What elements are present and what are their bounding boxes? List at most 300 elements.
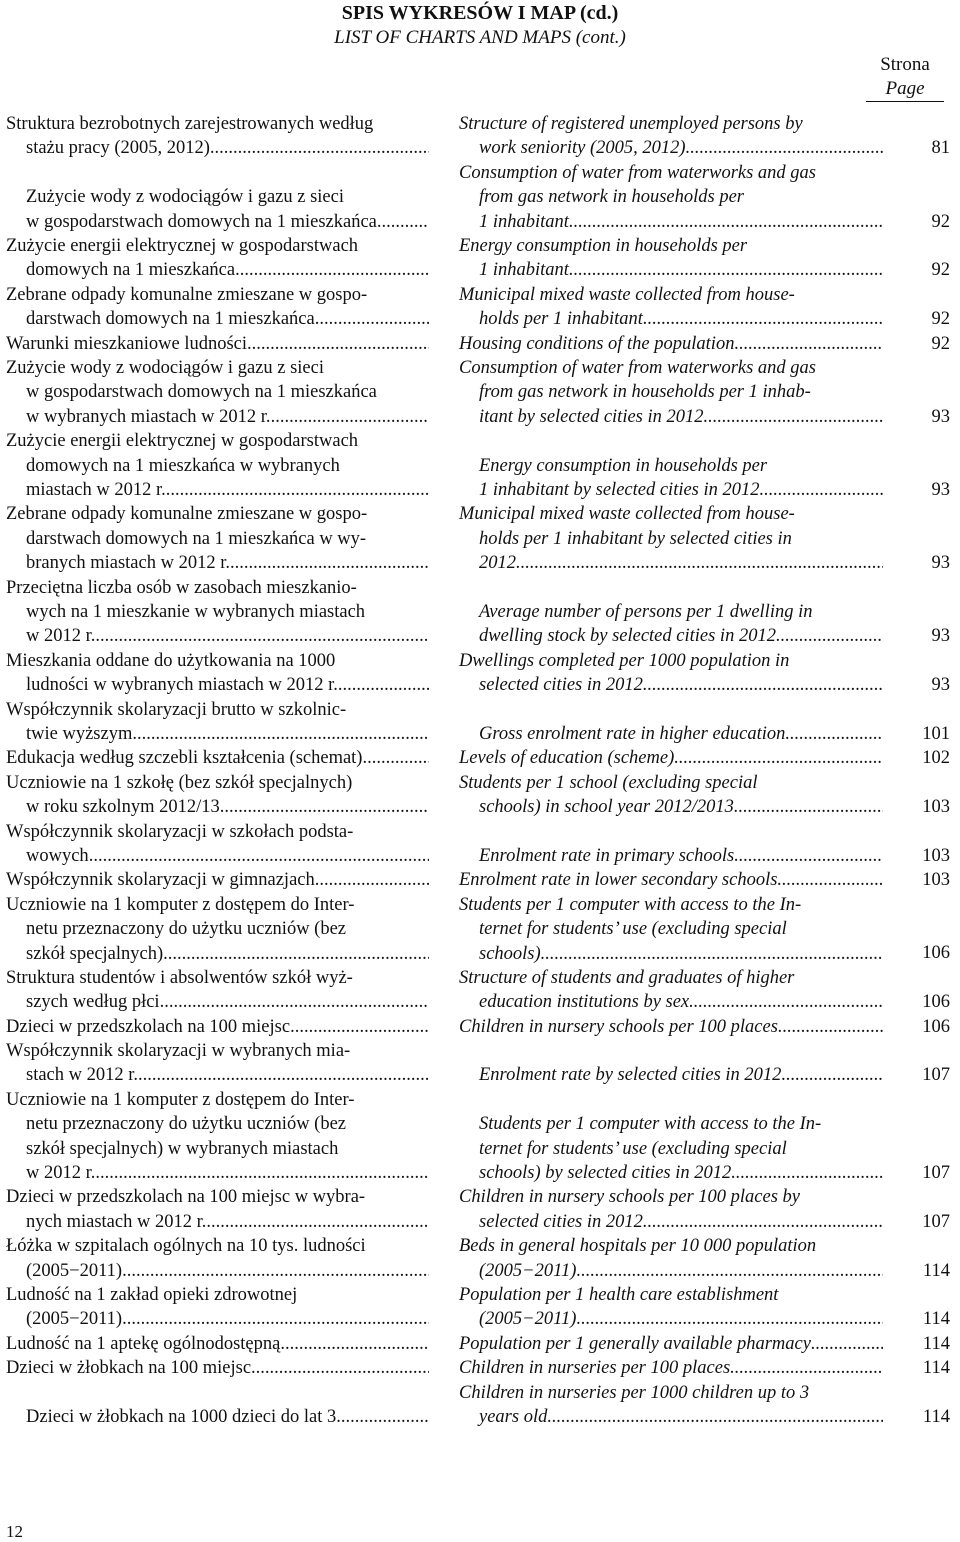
entry-text: domowych na 1 mieszkańca [26, 260, 236, 281]
entry-line-with-leader [459, 1259, 883, 1283]
entry-text: w 2012 r. [26, 626, 96, 647]
entry-line: ternet for students’ use (excluding special [479, 1138, 787, 1159]
dot-leader [569, 258, 883, 282]
entry-line: from gas network in households per 1 inhab- [479, 382, 811, 403]
toc-entry[interactable] [0, 698, 960, 747]
entry-line-with-leader [6, 990, 429, 1014]
entry-title-en [459, 1185, 883, 1234]
dot-leader [760, 478, 883, 502]
entry-line-with-leader [459, 1356, 883, 1380]
entry-line-with-leader [6, 746, 429, 770]
dot-leader [516, 551, 883, 575]
entry-title-en [459, 868, 883, 892]
entry-title-en [459, 1234, 883, 1283]
entry-text: itant by selected cities in 2012 [479, 406, 704, 427]
entry-line [459, 820, 883, 844]
entry-line-with-leader [459, 478, 883, 502]
entry-line: Energy consumption in households per [479, 455, 768, 476]
page-title-en: LIST OF CHARTS AND MAPS (cont.) [334, 27, 626, 48]
entry-title-pl [6, 1039, 429, 1088]
dot-leader [251, 1356, 429, 1380]
entry-line-with-leader [6, 722, 429, 746]
dot-leader [235, 258, 429, 282]
entry-line: Uczniowie na 1 komputer z dostępem do Inter- [6, 1089, 355, 1110]
entry-text: (2005−2011) [26, 1309, 123, 1330]
entry-page-number: 107 [922, 1211, 950, 1232]
entry-line: Zużycie energii elektrycznej w gospodarstwach [6, 431, 359, 452]
entry-line: darstwach domowych na 1 mieszkańca w wy- [26, 528, 367, 549]
dot-leader [811, 1332, 883, 1356]
entry-title-pl [6, 576, 429, 649]
entry-text: schools) by selected cities in 2012 [479, 1163, 732, 1184]
entry-title-pl [6, 1088, 429, 1186]
entry-page-number: 103 [922, 870, 950, 891]
entry-line: Energy consumption in households per [459, 235, 748, 256]
entry-text: 2012 [479, 553, 516, 574]
dot-leader [643, 307, 883, 331]
toc-entry[interactable] [0, 1283, 960, 1332]
entry-line-with-leader [6, 1063, 429, 1087]
page-column-header [866, 53, 944, 102]
dot-leader [166, 478, 429, 502]
entry-text: Enrolment rate in lower secondary schools [459, 870, 778, 891]
entry-text: Enrolment rate by selected cities in 2012 [479, 1065, 782, 1086]
page-number: 12 [6, 1522, 23, 1541]
page-column-label-pl: Strona [880, 54, 930, 75]
entry-text: 1 inhabitant [479, 211, 569, 232]
entry-line: Współczynnik skolaryzacji w szkołach podsta- [6, 821, 354, 842]
entry-text: stach w 2012 r. [26, 1065, 139, 1086]
entry-line [459, 576, 883, 600]
entry-line: Zużycie wody z wodociągów i gazu z sieci [6, 357, 324, 378]
entry-title-pl [6, 820, 429, 869]
entry-line: Students per 1 school (excluding special [459, 772, 758, 793]
entry-title-en [459, 283, 883, 332]
toc-entry[interactable] [0, 1015, 960, 1039]
entry-text: Edukacja według szczebli kształcenia (schemat) [6, 748, 363, 769]
entry-line: Współczynnik skolaryzacji w wybranych mia- [6, 1041, 351, 1062]
entry-line: Consumption of water from waterworks and gas [459, 162, 817, 183]
entry-page-number: 114 [922, 1260, 950, 1281]
dot-leader [704, 405, 883, 429]
entry-line-with-leader [459, 1307, 883, 1331]
entry-line-with-leader [459, 722, 883, 746]
dot-leader [122, 1307, 429, 1331]
dot-leader [776, 624, 883, 648]
dot-leader [89, 844, 429, 868]
dot-leader [686, 136, 883, 160]
entry-line-with-leader [6, 1356, 429, 1380]
entry-line-with-leader [6, 136, 429, 160]
entry-text: selected cities in 2012 [479, 1211, 643, 1232]
entry-title-en [459, 746, 883, 770]
toc-entry[interactable] [0, 576, 960, 649]
entry-line: Students per 1 computer with access to the In- [479, 1114, 822, 1135]
entry-line: domowych na 1 mieszkańca w wybranych [26, 455, 340, 476]
entry-title-pl [6, 283, 429, 332]
entry-text: schools) in school year 2012/2013 [479, 797, 734, 818]
entry-line: Average number of persons per 1 dwelling in [479, 601, 813, 622]
entry-line-with-leader [459, 795, 883, 819]
entry-line-with-leader [459, 868, 883, 892]
entry-line-with-leader [6, 795, 429, 819]
entry-line: Children in nursery schools per 100 places by [459, 1187, 801, 1208]
dot-leader [160, 990, 429, 1014]
entry-text: w gospodarstwach domowych na 1 mieszkańca [26, 211, 377, 232]
toc-entry[interactable] [0, 283, 960, 332]
entry-line: Students per 1 computer with access to the In- [459, 894, 802, 915]
entry-page-number: 102 [922, 748, 950, 769]
toc-entry[interactable] [0, 502, 960, 575]
toc-entry[interactable] [0, 746, 960, 770]
dot-leader [132, 722, 429, 746]
entry-line [459, 698, 883, 722]
entry-page-number: 103 [922, 845, 950, 866]
entry-title-pl [6, 356, 429, 429]
toc-entry[interactable] [0, 161, 960, 234]
dot-leader [122, 1259, 429, 1283]
entry-text: Współczynnik skolaryzacji w gimnazjach [6, 870, 315, 891]
entry-line: Dzieci w przedszkolach na 100 miejsc w wybra- [6, 1187, 366, 1208]
entry-text: Population per 1 generally available pharmacy [459, 1333, 811, 1354]
entry-line-with-leader [459, 942, 883, 966]
entry-title-pl [6, 698, 429, 747]
entry-text: selected cities in 2012 [479, 675, 643, 696]
entry-line [6, 1381, 429, 1405]
toc-entry[interactable] [0, 234, 960, 283]
entry-line: holds per 1 inhabitant by selected cities in [479, 528, 792, 549]
entry-page-number: 107 [922, 1163, 950, 1184]
entry-line: Uczniowie na 1 szkołę (bez szkół specjalnych) [6, 772, 353, 793]
dot-leader [730, 1356, 883, 1380]
dot-leader [674, 746, 883, 770]
entry-text: education institutions by sex [479, 992, 690, 1013]
dot-leader [547, 1405, 883, 1429]
entry-page-number: 92 [931, 333, 950, 354]
entry-line: Zebrane odpady komunalne zmieszane w gospo- [6, 284, 368, 305]
entry-title-pl [6, 1015, 429, 1039]
entry-text: 1 inhabitant [479, 260, 569, 281]
dot-leader [643, 673, 883, 697]
entry-text: w roku szkolnym 2012/13 [26, 797, 220, 818]
entry-line-with-leader [6, 868, 429, 892]
entry-line-with-leader [6, 405, 429, 429]
entry-line: Beds in general hospitals per 10 000 population [459, 1236, 817, 1257]
entry-line-with-leader [459, 210, 883, 234]
toc-entry[interactable] [0, 868, 960, 892]
entry-text: Levels of education (scheme) [459, 748, 675, 769]
entry-title-en [459, 1381, 883, 1430]
entry-text: Dzieci w przedszkolach na 100 miejsc [6, 1016, 291, 1037]
entry-page-number: 107 [922, 1065, 950, 1086]
entry-line-with-leader [459, 1210, 883, 1234]
entry-page-number: 93 [931, 626, 950, 647]
entry-text: (2005−2011) [26, 1260, 123, 1281]
entry-line: Children in nurseries per 1000 children up to 3 [459, 1382, 810, 1403]
entry-line-with-leader [6, 1259, 429, 1283]
entry-title-pl [6, 1356, 429, 1380]
entry-line: Structure of students and graduates of higher [459, 967, 795, 988]
dot-leader [541, 942, 883, 966]
toc-entry[interactable] [0, 332, 960, 356]
entry-title-pl [6, 1185, 429, 1234]
entry-line-with-leader [459, 624, 883, 648]
entry-title-pl [6, 966, 429, 1015]
toc-entry[interactable] [0, 1234, 960, 1283]
entry-page-number: 93 [931, 406, 950, 427]
entry-text: stażu pracy (2005, 2012) [26, 138, 210, 159]
entry-line: Zużycie energii elektrycznej w gospodarstwach [6, 235, 359, 256]
entry-title-pl [6, 112, 429, 161]
entry-line: wych na 1 mieszkanie w wybranych miastach [26, 601, 366, 622]
entry-page-number: 81 [931, 138, 950, 159]
toc-entry[interactable] [0, 1185, 960, 1234]
entry-text: 1 inhabitant by selected cities in 2012 [479, 479, 760, 500]
dot-leader [576, 1259, 883, 1283]
entry-title-pl [6, 868, 429, 892]
entry-text: miastach w 2012 r. [26, 479, 166, 500]
entry-line: Struktura bezrobotnych zarejestrowanych według [6, 114, 374, 134]
toc-entry[interactable] [0, 429, 960, 502]
entry-title-en [459, 1356, 883, 1380]
entry-line [459, 1088, 883, 1112]
entry-text: w 2012 r. [26, 1163, 96, 1184]
dot-leader [247, 332, 429, 356]
dot-leader [271, 405, 429, 429]
entry-title-en [459, 1283, 883, 1332]
toc-entry[interactable] [0, 1381, 960, 1430]
entry-title-en [459, 1332, 883, 1356]
entry-title-pl [6, 332, 429, 356]
toc-entry[interactable] [0, 966, 960, 1015]
entry-title-pl [6, 1381, 429, 1430]
entry-title-pl [6, 429, 429, 502]
entry-text: Warunki mieszkaniowe ludności [6, 333, 248, 354]
entry-line: Consumption of water from waterworks and gas [459, 357, 817, 378]
entry-title-pl [6, 502, 429, 575]
entry-page-number: 106 [922, 992, 950, 1013]
entry-text: Housing conditions of the population [459, 333, 735, 354]
dot-leader [777, 868, 883, 892]
dot-leader [230, 551, 429, 575]
entry-title-en [459, 893, 883, 966]
toc-entry[interactable] [0, 1088, 960, 1186]
entry-page-number: 93 [931, 553, 950, 574]
toc-entry[interactable] [0, 771, 960, 820]
entry-line-with-leader [459, 1332, 883, 1356]
entry-text: Children in nursery schools per 100 places [459, 1016, 778, 1037]
toc-entry[interactable] [0, 820, 960, 869]
entry-text: schools) [479, 943, 541, 964]
dot-leader [315, 307, 429, 331]
entry-line [6, 161, 429, 185]
entry-line-with-leader [459, 258, 883, 282]
entry-line: w gospodarstwach domowych na 1 mieszkańca [26, 382, 377, 403]
entry-text: holds per 1 inhabitant [479, 309, 643, 330]
dot-leader [206, 1210, 429, 1234]
entry-text: szkół specjalnych) [26, 943, 164, 964]
entry-page-number: 114 [922, 1407, 950, 1428]
entry-line-with-leader [6, 210, 429, 234]
table-of-contents [0, 112, 960, 1429]
entry-line: Ludność na 1 zakład opieki zdrowotnej [6, 1285, 298, 1306]
toc-entry[interactable] [0, 893, 960, 966]
dot-leader [731, 1161, 883, 1185]
toc-entry[interactable] [0, 649, 960, 698]
page-title-pl: SPIS WYKRESÓW I MAP (cd.) [341, 2, 619, 24]
entry-line-with-leader [6, 1332, 429, 1356]
entry-line: Municipal mixed waste collected from house- [459, 284, 795, 305]
entry-line-with-leader [6, 1307, 429, 1331]
dot-leader [734, 844, 883, 868]
entry-text: Children in nurseries per 100 places [459, 1358, 731, 1379]
entry-text: twie wyższym [26, 723, 133, 744]
entry-line-with-leader [459, 551, 883, 575]
dot-leader [734, 332, 883, 356]
entry-page-number: 92 [931, 260, 950, 281]
entry-line: Population per 1 health care establishment [459, 1285, 779, 1306]
dot-leader [734, 795, 883, 819]
page-column-label-en: Page [866, 77, 944, 102]
entry-page-number: 92 [931, 211, 950, 232]
dot-leader [338, 673, 429, 697]
entry-text: Gross enrolment rate in higher education [479, 723, 786, 744]
entry-title-pl [6, 649, 429, 698]
dot-leader [95, 1161, 429, 1185]
entry-line-with-leader [6, 478, 429, 502]
entry-title-en [459, 771, 883, 820]
entry-line: Dwellings completed per 1000 population in [459, 650, 790, 671]
entry-text: szych według płci [26, 992, 160, 1013]
dot-leader [377, 210, 429, 234]
dot-leader [362, 746, 429, 770]
entry-line: Współczynnik skolaryzacji brutto w szkolnic- [6, 699, 347, 720]
entry-line: from gas network in households per [479, 187, 744, 208]
entry-line: Zebrane odpady komunalne zmieszane w gospo- [6, 504, 368, 525]
entry-line-with-leader [6, 1210, 429, 1234]
entry-line: Struktura studentów i absolwentów szkół wyż- [6, 967, 353, 988]
toc-entry[interactable] [0, 1332, 960, 1356]
entry-title-en [459, 1039, 883, 1088]
entry-text: w wybranych miastach w 2012 r. [26, 406, 271, 427]
entry-line-with-leader [459, 990, 883, 1014]
entry-text: ludności w wybranych miastach w 2012 r. [26, 675, 338, 696]
entry-text: darstwach domowych na 1 mieszkańca [26, 309, 315, 330]
dot-leader [290, 1015, 429, 1039]
entry-line: szkół specjalnych) w wybranych miastach [26, 1138, 339, 1159]
dot-leader [315, 868, 429, 892]
dot-leader [163, 942, 429, 966]
entry-line: Structure of registered unemployed persons by [459, 114, 803, 134]
dot-leader [778, 1015, 883, 1039]
entry-line-with-leader [6, 551, 429, 575]
entry-line-with-leader [6, 1161, 429, 1185]
dot-leader [785, 722, 883, 746]
entry-page-number: 106 [922, 1016, 950, 1037]
toc-entry[interactable] [0, 1356, 960, 1380]
entry-line-with-leader [459, 1015, 883, 1039]
entry-text: dwelling stock by selected cities in 2012 [479, 626, 776, 647]
entry-page-number: 93 [931, 675, 950, 696]
entry-line: Uczniowie na 1 komputer z dostępem do Inter- [6, 894, 355, 915]
entry-page-number: 114 [922, 1333, 950, 1354]
entry-title-en [459, 356, 883, 429]
entry-title-en [459, 576, 883, 649]
entry-line: Przeciętna liczba osób w zasobach mieszkanio- [6, 577, 357, 598]
dot-leader [220, 795, 429, 819]
entry-line-with-leader [6, 1405, 429, 1429]
entry-line [459, 1039, 883, 1063]
entry-line-with-leader [459, 136, 883, 160]
entry-text: Dzieci w żłobkach na 1000 dzieci do lat 3 [26, 1407, 337, 1428]
entry-line: Łóżka w szpitalach ogólnych na 10 tys. ludności [6, 1236, 366, 1257]
entry-title-pl [6, 746, 429, 770]
toc-entry[interactable] [0, 1039, 960, 1088]
entry-line-with-leader [6, 307, 429, 331]
entry-line-with-leader [6, 1015, 429, 1039]
toc-entry[interactable] [0, 356, 960, 429]
entry-line-with-leader [6, 673, 429, 697]
entry-title-en [459, 820, 883, 869]
entry-line-with-leader [459, 405, 883, 429]
dot-leader [336, 1405, 429, 1429]
entry-line-with-leader [459, 1161, 883, 1185]
dot-leader [280, 1332, 429, 1356]
entry-line: ternet for students’ use (excluding special [479, 919, 787, 940]
entry-title-pl [6, 771, 429, 820]
entry-line-with-leader [6, 844, 429, 868]
dot-leader [138, 1063, 429, 1087]
entry-text: years old [479, 1407, 548, 1428]
entry-text: Dzieci w żłobkach na 100 miejsc [6, 1358, 252, 1379]
entry-line: Zużycie wody z wodociągów i gazu z sieci [26, 187, 344, 208]
entry-page-number: 93 [931, 479, 950, 500]
entry-line-with-leader [6, 258, 429, 282]
entry-line-with-leader [6, 332, 429, 356]
entry-text: branych miastach w 2012 r. [26, 553, 230, 574]
entry-page-number: 114 [922, 1358, 950, 1379]
entry-text: Enrolment rate in primary schools [479, 845, 735, 866]
entry-line: netu przeznaczony do użytku uczniów (bez [26, 919, 347, 940]
toc-entry[interactable] [0, 112, 960, 161]
entry-line-with-leader [459, 332, 883, 356]
entry-line-with-leader [459, 307, 883, 331]
entry-title-en [459, 502, 883, 575]
entry-page-number: 92 [931, 309, 950, 330]
entry-line: Mieszkania oddane do użytkowania na 1000 [6, 650, 336, 671]
dot-leader [689, 990, 883, 1014]
entry-title-en [459, 1088, 883, 1186]
entry-title-en [459, 698, 883, 747]
entry-text: (2005−2011) [479, 1260, 577, 1281]
entry-line-with-leader [6, 624, 429, 648]
dot-leader [95, 624, 429, 648]
entry-title-pl [6, 1283, 429, 1332]
entry-title-en [459, 112, 883, 161]
entry-title-en [459, 966, 883, 1015]
entry-title-pl [6, 1234, 429, 1283]
entry-line-with-leader [459, 1405, 883, 1429]
entry-title-en [459, 332, 883, 356]
entry-line: netu przeznaczony do użytku uczniów (bez [26, 1114, 347, 1135]
entry-line: Municipal mixed waste collected from house- [459, 504, 795, 525]
entry-text: Ludność na 1 aptekę ogólnodostępną [6, 1333, 281, 1354]
entry-title-pl [6, 161, 429, 234]
entry-text: work seniority (2005, 2012) [479, 138, 686, 159]
entry-page-number: 103 [922, 797, 950, 818]
entry-text: (2005−2011) [479, 1309, 577, 1330]
entry-title-pl [6, 1332, 429, 1356]
